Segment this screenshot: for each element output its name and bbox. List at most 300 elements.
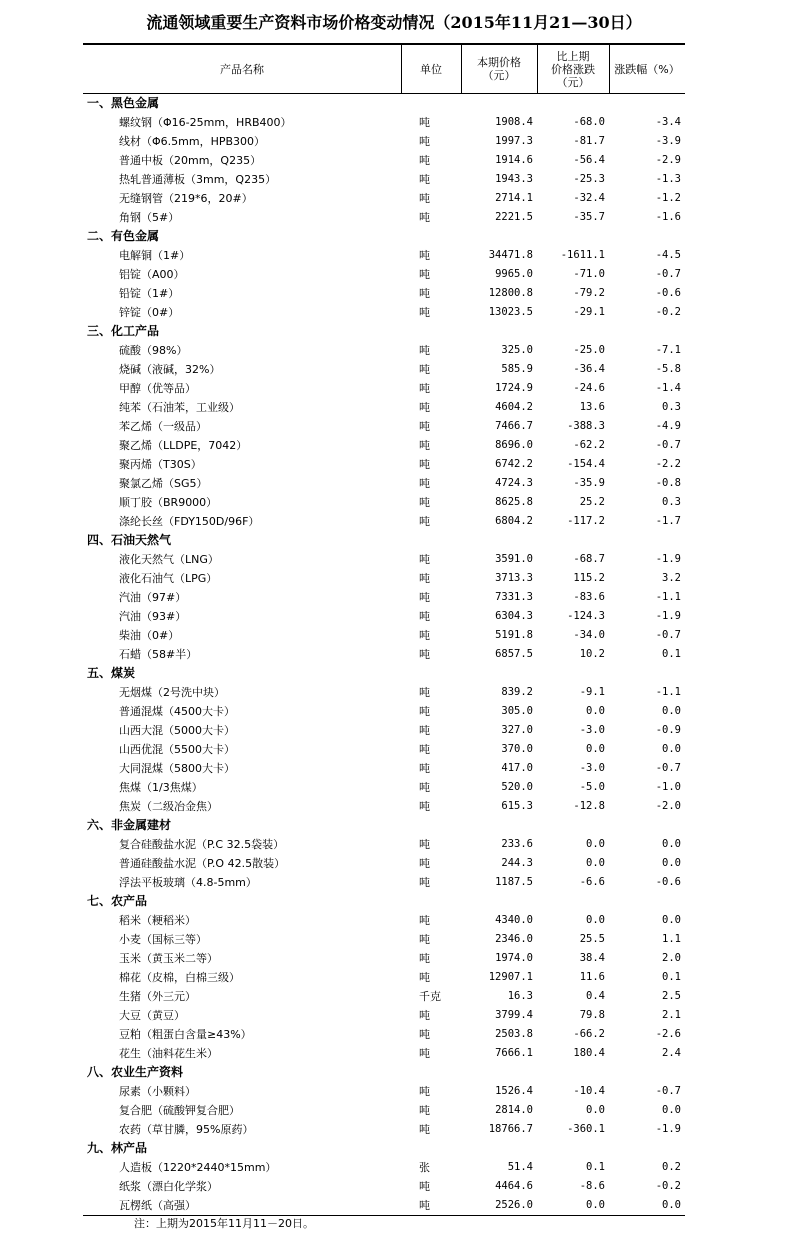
price-change: 0.0 — [586, 857, 605, 869]
header-price-line2: （元） — [482, 69, 516, 82]
price-change: -56.4 — [573, 154, 605, 166]
current-price: 4464.6 — [495, 1180, 533, 1192]
change-percent: -2.9 — [655, 154, 681, 166]
category-label: 九、林产品 — [87, 1141, 148, 1155]
current-price: 1914.6 — [495, 154, 533, 166]
current-price: 2526.0 — [495, 1199, 533, 1211]
price-change: -68.0 — [573, 116, 605, 128]
product-name: 螺纹钢（Φ16-25mm，HRB400） — [119, 116, 292, 129]
category-row — [83, 664, 685, 683]
table-row — [83, 303, 685, 322]
current-price: 417.0 — [501, 762, 533, 774]
product-name: 无缝钢管（219*6，20#） — [119, 192, 253, 205]
unit: 吨 — [419, 439, 430, 452]
product-name: 山西优混（5500大卡） — [119, 743, 235, 756]
change-percent: -1.1 — [655, 686, 681, 698]
current-price: 615.3 — [501, 800, 533, 812]
table-row — [83, 1177, 685, 1196]
unit: 吨 — [419, 1028, 430, 1041]
unit: 吨 — [419, 477, 430, 490]
change-percent: -1.6 — [655, 211, 681, 223]
unit: 吨 — [419, 876, 430, 889]
unit: 吨 — [419, 686, 430, 699]
unit: 吨 — [419, 1047, 430, 1060]
table-row — [83, 1101, 685, 1120]
unit: 张 — [419, 1161, 430, 1174]
product-name: 纸浆（漂白化学浆） — [119, 1180, 218, 1193]
header-price-change — [537, 45, 609, 93]
change-percent: -1.9 — [655, 553, 681, 565]
price-change: 11.6 — [579, 971, 605, 983]
current-price: 1526.4 — [495, 1085, 533, 1097]
price-change: -35.9 — [573, 477, 605, 489]
price-change: -388.3 — [567, 420, 605, 432]
unit: 吨 — [419, 572, 430, 585]
current-price: 1943.3 — [495, 173, 533, 185]
current-price: 6742.2 — [495, 458, 533, 470]
current-price: 325.0 — [501, 344, 533, 356]
current-price: 8696.0 — [495, 439, 533, 451]
table-row — [83, 987, 685, 1006]
price-change: -81.7 — [573, 135, 605, 147]
change-percent: -5.8 — [655, 363, 681, 375]
table-row — [83, 702, 685, 721]
price-change: -79.2 — [573, 287, 605, 299]
category-row — [83, 816, 685, 835]
price-change: -24.6 — [573, 382, 605, 394]
table-row — [83, 341, 685, 360]
price-change: -83.6 — [573, 591, 605, 603]
current-price: 2503.8 — [495, 1028, 533, 1040]
category-label: 三、化工产品 — [87, 324, 160, 338]
table-header — [83, 43, 685, 94]
price-change: -10.4 — [573, 1085, 605, 1097]
table-row — [83, 474, 685, 493]
product-name: 复合硅酸盐水泥（P.C 32.5袋装） — [119, 838, 285, 851]
category-row — [83, 1139, 685, 1158]
product-name: 浮法平板玻璃（4.8-5mm） — [119, 876, 257, 889]
price-change: 0.0 — [586, 743, 605, 755]
price-change: -36.4 — [573, 363, 605, 375]
unit: 吨 — [419, 914, 430, 927]
table-row — [83, 1025, 685, 1044]
product-name: 纯苯（石油苯，工业级） — [119, 401, 240, 414]
unit: 吨 — [419, 971, 430, 984]
price-change: 0.0 — [586, 838, 605, 850]
page-title: 流通领域重要生产资料市场价格变动情况（2015年11月21—30日） — [146, 13, 642, 32]
table-row — [83, 360, 685, 379]
product-name: 涤纶长丝（FDY150D/96F） — [119, 515, 260, 528]
table-row — [83, 1120, 685, 1139]
change-percent: -0.6 — [655, 287, 681, 299]
unit: 吨 — [419, 553, 430, 566]
product-name: 玉米（黄玉米二等） — [119, 952, 218, 965]
current-price: 327.0 — [501, 724, 533, 736]
product-name: 焦煤（1/3焦煤） — [119, 781, 203, 794]
unit: 吨 — [419, 344, 430, 357]
unit: 吨 — [419, 952, 430, 965]
table-row — [83, 778, 685, 797]
change-percent: -0.7 — [655, 629, 681, 641]
unit: 吨 — [419, 496, 430, 509]
change-percent: -1.9 — [655, 1123, 681, 1135]
product-name: 聚氯乙烯（SG5） — [119, 477, 208, 490]
unit: 吨 — [419, 154, 430, 167]
change-percent: -0.7 — [655, 762, 681, 774]
product-name: 农药（草甘膦，95%原药） — [119, 1123, 254, 1136]
table-row — [83, 949, 685, 968]
price-change: -124.3 — [567, 610, 605, 622]
current-price: 5191.8 — [495, 629, 533, 641]
unit: 吨 — [419, 1009, 430, 1022]
table-row — [83, 550, 685, 569]
price-change: 25.2 — [579, 496, 605, 508]
current-price: 3591.0 — [495, 553, 533, 565]
category-row — [83, 1063, 685, 1082]
current-price: 2221.5 — [495, 211, 533, 223]
change-percent: 0.0 — [662, 857, 681, 869]
product-name: 石蜡（58#半） — [119, 648, 198, 661]
price-change: -71.0 — [573, 268, 605, 280]
current-price: 3799.4 — [495, 1009, 533, 1021]
current-price: 4724.3 — [495, 477, 533, 489]
unit: 吨 — [419, 857, 430, 870]
product-name: 小麦（国标三等） — [119, 933, 207, 946]
product-name: 烧碱（液碱，32%） — [119, 363, 221, 376]
change-percent: 2.0 — [662, 952, 681, 964]
unit: 吨 — [419, 762, 430, 775]
unit: 吨 — [419, 515, 430, 528]
change-percent: -7.1 — [655, 344, 681, 356]
change-percent: 0.0 — [662, 838, 681, 850]
price-table — [83, 43, 685, 1216]
unit: 吨 — [419, 363, 430, 376]
unit: 吨 — [419, 1180, 430, 1193]
change-percent: 0.0 — [662, 914, 681, 926]
change-percent: 0.1 — [662, 971, 681, 983]
unit: 吨 — [419, 1104, 430, 1117]
current-price: 520.0 — [501, 781, 533, 793]
table-row — [83, 740, 685, 759]
price-change: 0.4 — [586, 990, 605, 1002]
current-price: 839.2 — [501, 686, 533, 698]
product-name: 汽油（93#） — [119, 610, 187, 623]
product-name: 豆粕（粗蛋白含量≥43%） — [119, 1028, 252, 1041]
product-name: 人造板（1220*2440*15mm） — [119, 1161, 277, 1174]
current-price: 1724.9 — [495, 382, 533, 394]
change-percent: -0.7 — [655, 439, 681, 451]
product-name: 无烟煤（2号洗中块） — [119, 686, 225, 699]
product-name: 生猪（外三元） — [119, 990, 196, 1003]
table-row — [83, 436, 685, 455]
price-change: 0.0 — [586, 1104, 605, 1116]
current-price: 6857.5 — [495, 648, 533, 660]
price-change: -32.4 — [573, 192, 605, 204]
table-row — [83, 873, 685, 892]
category-row — [83, 322, 685, 341]
change-percent: 2.5 — [662, 990, 681, 1002]
change-percent: -2.6 — [655, 1028, 681, 1040]
change-percent: 0.1 — [662, 648, 681, 660]
product-name: 花生（油料花生米） — [119, 1047, 218, 1060]
product-name: 液化石油气（LPG） — [119, 572, 218, 585]
table-row — [83, 968, 685, 987]
unit: 吨 — [419, 420, 430, 433]
current-price: 4604.2 — [495, 401, 533, 413]
product-name: 热轧普通薄板（3mm，Q235） — [119, 173, 277, 186]
category-label: 五、煤炭 — [87, 666, 136, 680]
current-price: 2714.1 — [495, 192, 533, 204]
unit: 吨 — [419, 382, 430, 395]
header-change-percent: 涨跌幅（%） — [614, 62, 680, 76]
price-change: -35.7 — [573, 211, 605, 223]
table-row — [83, 1196, 685, 1215]
price-change: -5.0 — [579, 781, 605, 793]
table-row — [83, 493, 685, 512]
change-percent: -3.9 — [655, 135, 681, 147]
header-product-name: 产品名称 — [220, 62, 264, 76]
price-change: 0.1 — [586, 1161, 605, 1173]
header-change-line2: 价格涨跌 — [551, 62, 595, 76]
table-row — [83, 607, 685, 626]
unit: 吨 — [419, 838, 430, 851]
change-percent: -1.7 — [655, 515, 681, 527]
current-price: 2346.0 — [495, 933, 533, 945]
current-price: 34471.8 — [488, 249, 533, 261]
product-name: 稻米（粳稻米） — [119, 914, 196, 927]
category-row — [83, 892, 685, 911]
header-change-line3: （元） — [556, 75, 590, 89]
category-label: 一、黑色金属 — [87, 96, 160, 110]
product-name: 线材（Φ6.5mm，HPB300） — [119, 135, 266, 148]
table-row — [83, 1006, 685, 1025]
table-row — [83, 170, 685, 189]
unit: 吨 — [419, 743, 430, 756]
change-percent: 1.1 — [662, 933, 681, 945]
table-row — [83, 588, 685, 607]
price-change: 180.4 — [573, 1047, 605, 1059]
unit: 吨 — [419, 705, 430, 718]
table-row — [83, 1158, 685, 1177]
header-price-line1: 本期价格 — [477, 56, 521, 69]
product-name: 铅锭（1#） — [119, 287, 180, 300]
change-percent: 0.0 — [662, 743, 681, 755]
change-percent: -1.0 — [655, 781, 681, 793]
price-change: 115.2 — [573, 572, 605, 584]
table-row — [83, 208, 685, 227]
change-percent: 0.0 — [662, 705, 681, 717]
product-name: 复合肥（硫酸钾复合肥） — [119, 1104, 240, 1117]
change-percent: -2.0 — [655, 800, 681, 812]
price-change: -8.6 — [579, 1180, 605, 1192]
unit: 吨 — [419, 1199, 430, 1212]
unit: 吨 — [419, 610, 430, 623]
product-name: 棉花（皮棉，白棉三级） — [119, 971, 240, 984]
price-change: -117.2 — [567, 515, 605, 527]
change-percent: 0.3 — [662, 401, 681, 413]
product-name: 柴油（0#） — [119, 629, 180, 642]
category-label: 八、农业生产资料 — [87, 1065, 184, 1079]
table-row — [83, 797, 685, 816]
current-price: 370.0 — [501, 743, 533, 755]
product-name: 顺丁胶（BR9000） — [119, 496, 218, 509]
product-name: 液化天然气（LNG） — [119, 553, 219, 566]
table-row — [83, 379, 685, 398]
current-price: 6304.3 — [495, 610, 533, 622]
unit: 吨 — [419, 249, 430, 262]
change-percent: -4.5 — [655, 249, 681, 261]
table-row — [83, 246, 685, 265]
unit: 吨 — [419, 648, 430, 661]
unit: 吨 — [419, 306, 430, 319]
unit: 吨 — [419, 135, 430, 148]
product-name: 大豆（黄豆） — [119, 1009, 185, 1022]
current-price: 18766.7 — [488, 1123, 533, 1135]
current-price: 1908.4 — [495, 116, 533, 128]
price-change: -3.0 — [579, 724, 605, 736]
table-row — [83, 398, 685, 417]
unit: 吨 — [419, 268, 430, 281]
unit: 吨 — [419, 933, 430, 946]
table-row — [83, 455, 685, 474]
current-price: 1997.3 — [495, 135, 533, 147]
change-percent: -0.9 — [655, 724, 681, 736]
table-row — [83, 265, 685, 284]
current-price: 233.6 — [501, 838, 533, 850]
price-change: 25.5 — [579, 933, 605, 945]
change-percent: -0.2 — [655, 1180, 681, 1192]
product-name: 汽油（97#） — [119, 591, 187, 604]
footnote: 注：上期为2015年11月11－20日。 — [134, 1217, 314, 1230]
change-percent: -1.1 — [655, 591, 681, 603]
unit: 吨 — [419, 781, 430, 794]
change-percent: 0.0 — [662, 1199, 681, 1211]
table-row — [83, 721, 685, 740]
unit: 千克 — [419, 990, 441, 1003]
price-change: -25.0 — [573, 344, 605, 356]
table-row — [83, 683, 685, 702]
current-price: 7466.7 — [495, 420, 533, 432]
product-name: 电解铜（1#） — [119, 249, 191, 262]
change-percent: 3.2 — [662, 572, 681, 584]
current-price: 8625.8 — [495, 496, 533, 508]
table-row — [83, 569, 685, 588]
unit: 吨 — [419, 116, 430, 129]
price-change: -1611.1 — [560, 249, 605, 261]
current-price: 3713.3 — [495, 572, 533, 584]
price-change: 0.0 — [586, 1199, 605, 1211]
change-percent: -0.8 — [655, 477, 681, 489]
table-row — [83, 930, 685, 949]
product-name: 普通硅酸盐水泥（P.O 42.5散装） — [119, 857, 286, 870]
price-change: -29.1 — [573, 306, 605, 318]
product-name: 角钢（5#） — [119, 211, 180, 224]
price-change: 38.4 — [579, 952, 605, 964]
unit: 吨 — [419, 1085, 430, 1098]
category-label: 六、非金属建材 — [87, 818, 172, 832]
change-percent: -1.9 — [655, 610, 681, 622]
current-price: 4340.0 — [495, 914, 533, 926]
current-price: 7666.1 — [495, 1047, 533, 1059]
price-change: -154.4 — [567, 458, 605, 470]
price-change: 13.6 — [579, 401, 605, 413]
product-name: 聚乙烯（LLDPE，7042） — [119, 439, 248, 452]
table-row — [83, 1082, 685, 1101]
category-row — [83, 94, 685, 113]
unit: 吨 — [419, 173, 430, 186]
unit: 吨 — [419, 629, 430, 642]
table-row — [83, 1044, 685, 1063]
change-percent: -3.4 — [655, 116, 681, 128]
header-change-line1: 比上期 — [556, 49, 590, 63]
product-name: 普通中板（20mm，Q235） — [119, 154, 262, 167]
change-percent: -1.4 — [655, 382, 681, 394]
product-name: 焦炭（二级冶金焦） — [119, 800, 218, 813]
price-change: 79.8 — [579, 1009, 605, 1021]
price-change: 0.0 — [586, 914, 605, 926]
price-change: -3.0 — [579, 762, 605, 774]
change-percent: 0.3 — [662, 496, 681, 508]
category-label: 四、石油天然气 — [87, 533, 172, 547]
product-name: 甲醇（优等品） — [119, 382, 196, 395]
change-percent: -0.6 — [655, 876, 681, 888]
unit: 吨 — [419, 724, 430, 737]
change-percent: -2.2 — [655, 458, 681, 470]
price-change: -6.6 — [579, 876, 605, 888]
product-name: 大同混煤（5800大卡） — [119, 762, 235, 775]
unit: 吨 — [419, 287, 430, 300]
price-change: -68.7 — [573, 553, 605, 565]
price-change: -34.0 — [573, 629, 605, 641]
table-row — [83, 417, 685, 436]
change-percent: -0.7 — [655, 1085, 681, 1097]
change-percent: 0.0 — [662, 1104, 681, 1116]
unit: 吨 — [419, 458, 430, 471]
change-percent: -0.2 — [655, 306, 681, 318]
table-row — [83, 113, 685, 132]
category-row — [83, 531, 685, 550]
current-price: 16.3 — [507, 990, 533, 1002]
table-row — [83, 835, 685, 854]
change-percent: -4.9 — [655, 420, 681, 432]
table-row — [83, 759, 685, 778]
current-price: 7331.3 — [495, 591, 533, 603]
product-name: 硫酸（98%） — [119, 344, 188, 357]
change-percent: 2.4 — [662, 1047, 681, 1059]
current-price: 1974.0 — [495, 952, 533, 964]
current-price: 9965.0 — [495, 268, 533, 280]
product-name: 瓦楞纸（高强） — [119, 1199, 196, 1212]
table-row — [83, 512, 685, 531]
table-row — [83, 284, 685, 303]
current-price: 585.9 — [501, 363, 533, 375]
table-row — [83, 911, 685, 930]
price-change: -360.1 — [567, 1123, 605, 1135]
category-row — [83, 227, 685, 246]
table-row — [83, 854, 685, 873]
change-percent: -0.7 — [655, 268, 681, 280]
table-body — [83, 94, 685, 1215]
unit: 吨 — [419, 800, 430, 813]
product-name: 铝锭（A00） — [119, 268, 185, 281]
product-name: 锌锭（0#） — [119, 306, 180, 319]
current-price: 13023.5 — [488, 306, 533, 318]
header-unit: 单位 — [420, 62, 442, 76]
category-label: 二、有色金属 — [87, 229, 160, 243]
price-change: -9.1 — [579, 686, 605, 698]
current-price: 6804.2 — [495, 515, 533, 527]
product-name: 尿素（小颗料） — [119, 1085, 196, 1098]
